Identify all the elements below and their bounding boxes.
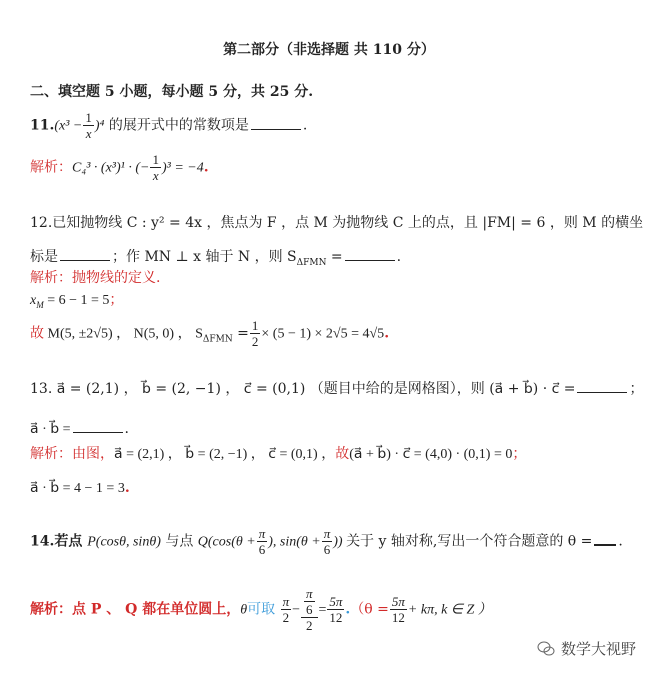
expr: = [318,602,327,618]
q-text: ；作 MN ⊥ x 轴于 N ，则 S [112,249,297,265]
answer-11 [30,152,209,183]
analysis-label: 解析： [30,159,72,176]
expr: x [30,293,37,308]
subscript: ΔFMN [202,334,233,345]
analysis-12-step1 [30,290,123,315]
nested-fraction: $\frac{\frac{\pi}{6}}{2}$ [301,586,318,633]
punct: . [124,421,129,437]
expr: ), sin(θ + [268,534,321,550]
expr: θ [240,602,248,618]
expr: a⃗ = (2,1) ， b⃗ = (2, −1) ， c⃗ = (0,1) ， [114,447,336,462]
question-13-line1 [30,378,643,399]
expr: )⁴ [94,118,105,134]
expr: + kπ, k ∈ Z ） [407,602,492,618]
q-text: = [326,249,343,265]
fraction: $\frac{\pi}{2}$ [282,594,290,625]
answer-blank[interactable] [345,246,395,261]
analysis-label: 解析：点 P 、 Q 都在单位圆上， [30,601,241,618]
expr: = 6 − 1 = 5 [43,293,110,308]
question-14 [30,526,623,557]
expr: （θ = [350,601,389,618]
expr: )³ = −4 [161,160,204,176]
analysis-13-line1 [30,444,526,465]
fraction: $\frac{1}{2}$ [251,318,259,349]
punct: . [345,601,351,618]
fraction: $\frac{1}{x}$ [152,152,159,183]
q-text: 的展开式中的常数项是 [108,117,249,134]
expr: = [232,325,249,342]
punct: ； [629,381,644,397]
answer-blank[interactable] [594,530,616,546]
analysis-14 [30,586,492,633]
question-12-line1: 12.已知抛物线 C : y² = 4x ，焦点为 F ，点 M 为抛物线 C 上的点，且 |FM| = 6 ，则 M 的横坐 [30,215,644,231]
analysis-word: 故 [335,446,350,462]
expr: − [292,602,300,618]
question-13-line2 [30,418,129,440]
question-11 [30,110,307,141]
expr: M(5, ±2√5) ， N(5, 0) ， S [44,326,203,342]
expr: )) [333,534,347,550]
analysis-12-step2 [30,318,389,349]
punct: ； [109,292,124,308]
fraction: $\frac{\pi}{6}$ [323,526,331,557]
analysis-word: 故 [30,325,44,342]
punct: ； [512,446,527,462]
expr: a⃗ · b⃗ = [30,422,71,437]
watermark-text: 数学大视野 [560,640,636,658]
q-text: 14.若点 [30,533,88,550]
expr: (a⃗ + b⃗) · c⃗ = (4,0) · (0,1) = 0 [349,447,513,462]
expr: C₄³ · (x³)¹ · (− [72,160,150,176]
answer-blank[interactable] [251,115,301,130]
analysis-word: 可取 [247,601,276,618]
punct: . [302,117,308,134]
expr: Q(cos(θ + [197,534,256,550]
answer-blank[interactable] [60,246,110,261]
q-text: 关于 y 轴对称,写出一个符合题意的 θ = [346,533,593,550]
fraction: $\frac{5\pi}{12}$ [391,594,405,625]
analysis-12-label: 解析：抛物线的定义. [30,270,161,286]
punct: . [124,480,130,496]
q-text: 标是 [30,249,58,265]
wechat-icon [537,641,555,657]
q-text: 13. a⃗ = (2,1) ， b⃗ = (2, −1) ， c⃗ = (0,1) （题目中给的是网格图），则 (a⃗ + b⃗) · c⃗ = [30,381,576,397]
punct: . [384,325,390,342]
punct: . [203,159,209,176]
subscript: M [36,299,44,310]
expr: × (5 − 1) × 2√5 = 4√5 [261,326,385,342]
q-number: 11. [30,117,55,134]
fraction: $\frac{1}{x}$ [85,110,92,141]
expr: (x³ − [54,118,83,134]
answer-blank[interactable] [577,378,627,393]
analysis-13-line2 [30,478,130,499]
q-text: 与点 [160,533,198,550]
fraction: $\frac{5\pi}{12}$ [329,594,343,625]
expr: a⃗ · b⃗ = 4 − 1 = 3 [30,481,125,496]
expr: P(cosθ, sinθ) [87,534,161,550]
punct: . [618,533,623,550]
page-title: 第二部分（非选择题 共 110 分） [223,42,435,58]
watermark [537,638,636,659]
fraction: $\frac{\pi}{6}$ [258,526,266,557]
punct: . [396,249,402,265]
analysis-label: 解析：由图， [30,446,114,462]
subscript: ΔFMN [296,257,327,268]
section-heading: 二、填空题 5 小题，每小题 5 分，共 25 分. [30,84,314,100]
answer-blank[interactable] [73,418,123,433]
